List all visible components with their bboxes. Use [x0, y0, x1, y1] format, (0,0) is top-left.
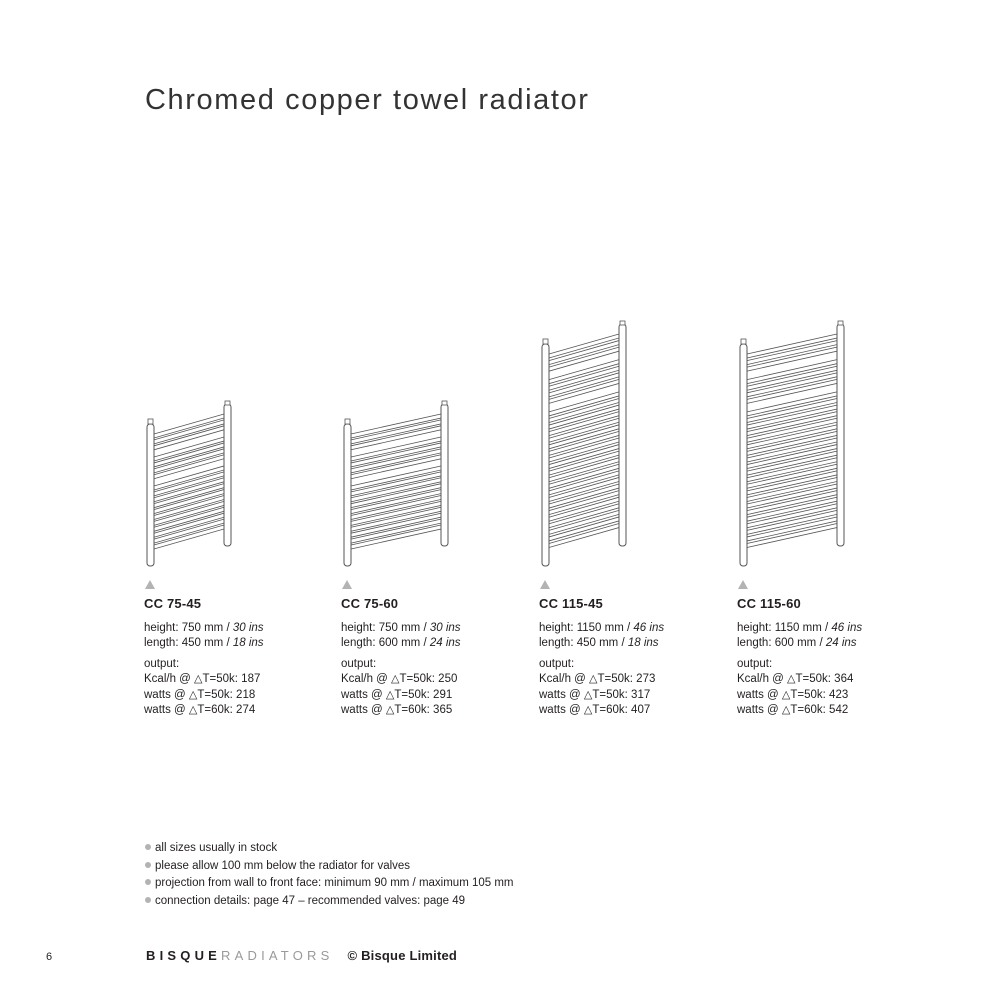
product-info: CC 115-45 height: 1150 mm / 46 ins length: 450 mm / 18 ins output: Kcal/h @ △T=50k: 273 watts @ △T=50k: 317 watts @ △T=60k: 407	[539, 580, 729, 719]
footer	[146, 948, 457, 963]
dimensions: height: 1150 mm / 46 ins length: 450 mm / 18 ins	[539, 621, 665, 649]
dimensions: height: 1150 mm / 46 ins length: 600 mm / 24 ins	[737, 621, 863, 649]
bullet-icon	[145, 862, 151, 868]
product-info: CC 75-45 height: 750 mm / 30 ins length: 450 mm / 18 ins output: Kcal/h @ △T=50k: 187 watts @ △T=50k: 218 watts @ △T=60k: 274	[144, 580, 334, 719]
product-code: CC 75-45	[144, 596, 202, 611]
list-item: all sizes usually in stock	[145, 840, 514, 858]
list-item: projection from wall to front face: minimum 90 mm / maximum 105 mm	[145, 875, 514, 893]
radiator-illustration	[737, 320, 847, 570]
list-item: please allow 100 mm below the radiator for valves	[145, 858, 514, 876]
product-info: CC 75-60 height: 750 mm / 30 ins length: 600 mm / 24 ins output: Kcal/h @ △T=50k: 250 watts @ △T=50k: 291 watts @ △T=60k: 365	[341, 580, 531, 719]
radiator-illustration	[539, 320, 629, 570]
triangle-marker-icon	[145, 580, 155, 589]
notes-list	[145, 840, 514, 911]
product-code: CC 115-60	[737, 596, 801, 611]
bullet-icon	[145, 897, 151, 903]
radiator-illustration	[144, 400, 234, 570]
brand-logo-light: RADIATORS	[221, 948, 334, 963]
bullet-icon	[145, 844, 151, 850]
output-label: output:	[144, 657, 180, 670]
product-info: CC 115-60 height: 1150 mm / 46 ins length: 600 mm / 24 ins output: Kcal/h @ △T=50k: 364 watts @ △T=50k: 423 watts @ △T=60k: 542	[737, 580, 927, 719]
product-code: CC 75-60	[341, 596, 399, 611]
output-label: output:	[341, 657, 377, 670]
triangle-marker-icon	[342, 580, 352, 589]
dimensions: height: 750 mm / 30 ins length: 600 mm / 24 ins	[341, 621, 461, 649]
bullet-icon	[145, 879, 151, 885]
page-number: 6	[46, 951, 53, 963]
copyright: © Bisque Limited	[347, 948, 458, 963]
triangle-marker-icon	[738, 580, 748, 589]
product-code: CC 115-45	[539, 596, 603, 611]
dimensions: height: 750 mm / 30 ins length: 450 mm / 18 ins	[144, 621, 264, 649]
brand-logo-bold: BISQUE	[146, 948, 222, 963]
list-item: connection details: page 47 – recommended valves: page 49	[145, 893, 514, 911]
triangle-marker-icon	[540, 580, 550, 589]
output-label: output:	[737, 657, 773, 670]
output-label: output:	[539, 657, 575, 670]
radiator-illustration	[341, 400, 451, 570]
page-title: Chromed copper towel radiator	[145, 84, 590, 116]
